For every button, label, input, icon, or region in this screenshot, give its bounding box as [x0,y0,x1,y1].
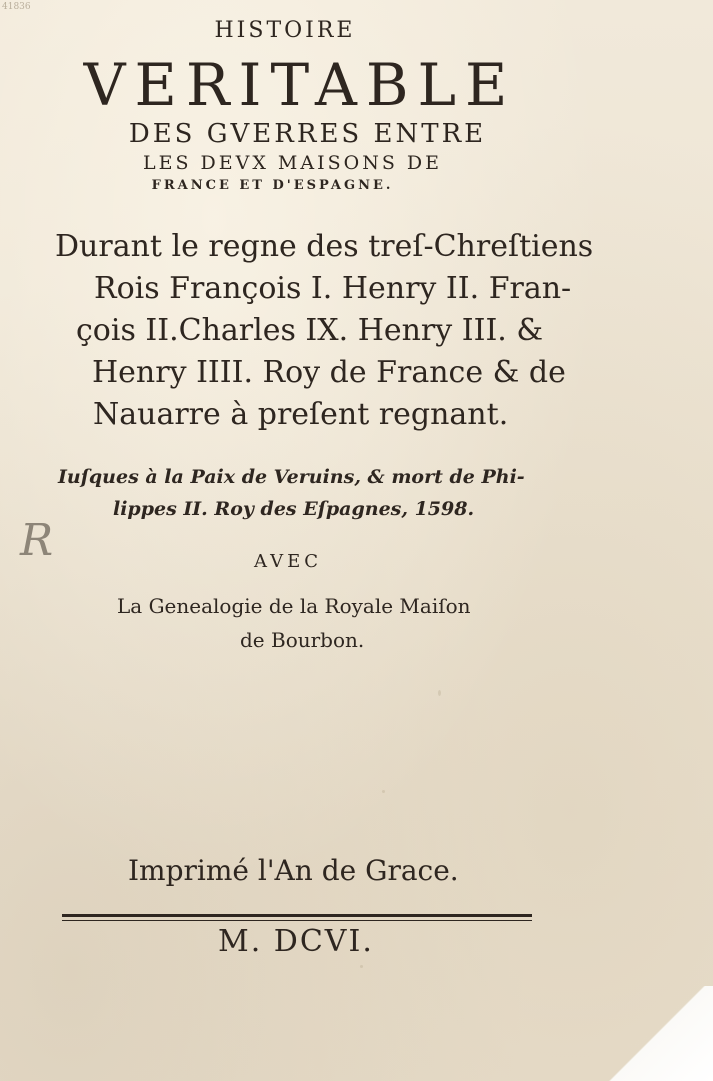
body-line: Durant le regne des treſ-Chreſtiens [55,229,594,264]
genealogy-line: de Bourbon. [240,628,365,652]
publication-date: M. DCVI. [218,924,374,959]
italic-line: lippes II. Roy des Eſpagnes, 1598. [113,498,475,520]
divider-rule-thin [62,920,532,921]
title-maisons: LES DEVX MAISONS DE [143,152,442,174]
library-stamp: 41836 [2,2,31,12]
imprint-line: Imprimé l'An de Grace. [128,854,459,887]
page-corner [603,986,713,1081]
title-veritable: VERITABLE [83,51,517,119]
title-france-espagne: FRANCE ET D'ESPAGNE. [151,178,394,193]
italic-line: Iuſques à la Paix de Veruins, & mort de Phi- [58,466,525,488]
title-histoire: HISTOIRE [214,18,356,43]
genealogy-line: La Genealogie de la Royale Maiſon [117,594,471,618]
margin-mark: R [20,515,54,566]
body-line: Rois François I. Henry II. Fran- [94,271,572,306]
paper-blemish [382,790,385,793]
paper-blemish [438,690,441,696]
paper-blemish [360,965,363,968]
body-line: Henry IIII. Roy de France & de [92,355,566,390]
body-line: çois II.Charles IX. Henry III. & [76,313,544,348]
avec-label: AVEC [254,551,323,572]
body-line: Nauarre à preſent regnant. [93,397,509,432]
divider-rule [62,914,532,917]
title-guerres: DES GVERRES ENTRE [128,119,487,149]
